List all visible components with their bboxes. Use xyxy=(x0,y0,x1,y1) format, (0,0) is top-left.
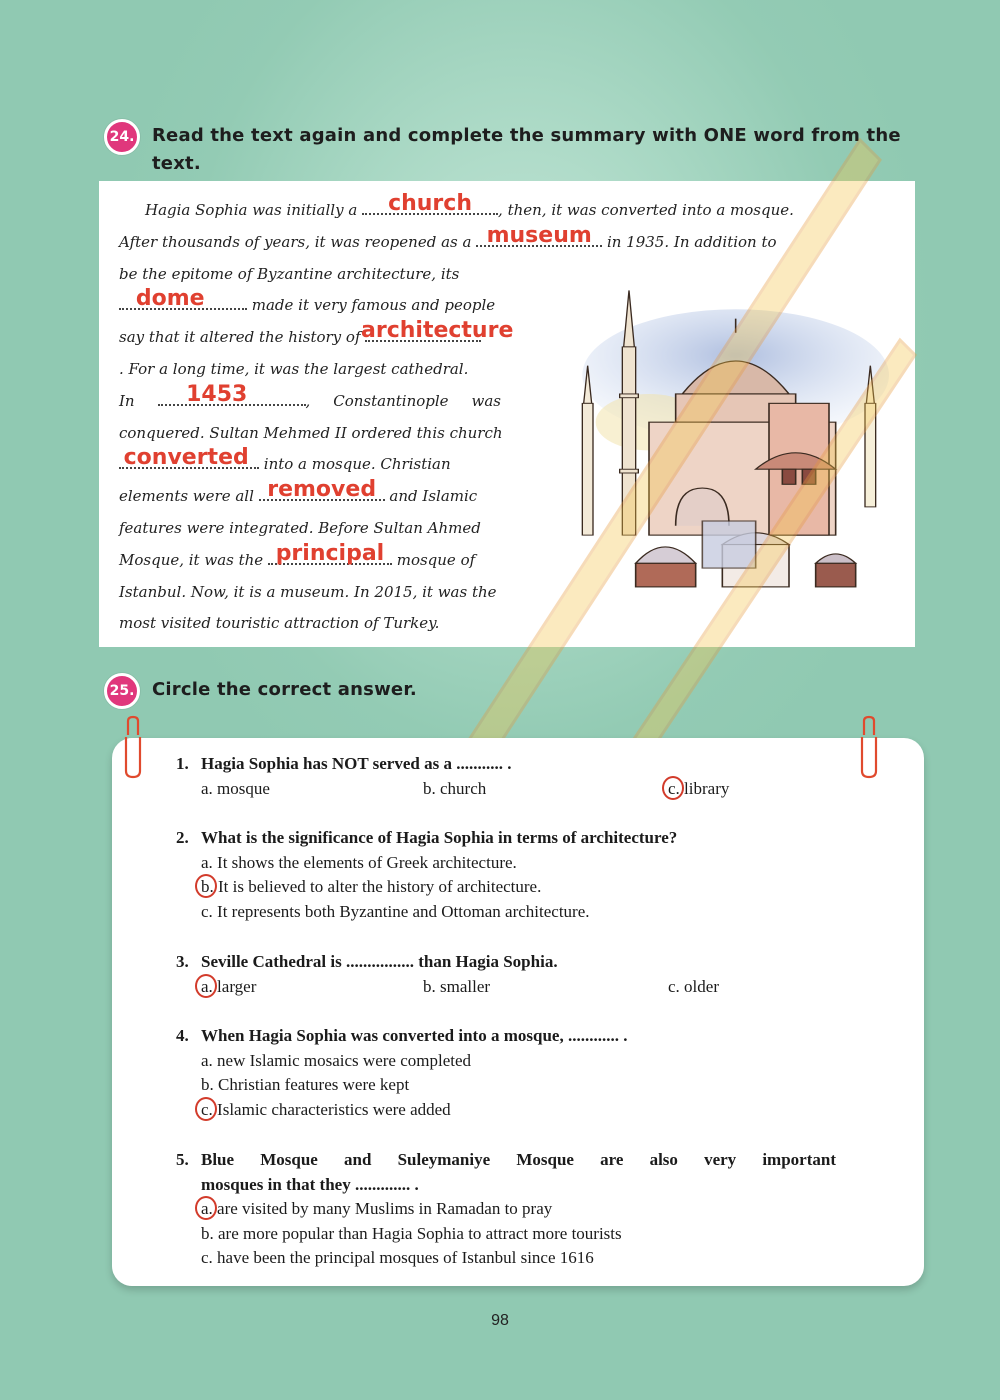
option-a[interactable]: a. larger xyxy=(201,975,423,1000)
option-c[interactable]: c. older xyxy=(668,976,719,996)
summary-line: elements were all removed and Islamic xyxy=(119,477,478,506)
question-stem: Seville Cathedral is ................ than Hagia Sophia. xyxy=(201,952,558,971)
paperclip-icon xyxy=(858,715,880,779)
option-b[interactable]: b. It is believed to alter the history of architecture. xyxy=(176,875,836,900)
answer-circle-mark xyxy=(195,1097,217,1121)
answer-circle-mark xyxy=(195,974,217,998)
filled-answer: removed xyxy=(267,477,377,503)
question-stem: Hagia Sophia has NOT served as a ........... . xyxy=(201,754,512,773)
filled-answer: dome xyxy=(135,286,205,312)
answer-circle-mark xyxy=(662,776,684,800)
answer-blank xyxy=(361,318,514,344)
exercise-number-badge xyxy=(104,673,140,709)
option-c[interactable]: c. have been the principal mosques of Istanbul since 1616 xyxy=(201,1248,594,1267)
answer-blank xyxy=(268,540,392,566)
question-stem: When Hagia Sophia was converted into a mosque, ............ . xyxy=(201,1026,628,1045)
exercise-number-badge xyxy=(104,119,140,155)
exercise-number: 25. xyxy=(109,683,135,699)
summary-line: Mosque, it was the principal mosque of xyxy=(119,540,476,569)
summary-line: Hagia Sophia was initially a church , then, it was converted into a mosque. xyxy=(145,191,794,219)
answer-blank xyxy=(362,191,498,216)
summary-line: dome made it very famous and people xyxy=(119,290,495,322)
option-b[interactable]: b. smaller xyxy=(423,976,491,996)
question-stem-continued: mosques in that they ............. . xyxy=(201,1174,419,1194)
summary-line: most visited touristic attraction of Turkey. xyxy=(119,614,440,633)
paperclip-icon xyxy=(122,715,144,779)
question-stem: What is the significance of Hagia Sophia in terms of architecture? xyxy=(201,828,678,847)
summary-line: features were integrated. Before Sultan Ahmed xyxy=(119,519,481,537)
filled-answer: architecture xyxy=(361,318,514,344)
summary-line: After thousands of years, it was reopened as a museum in 1935. In addition to xyxy=(119,222,777,251)
answer-blank xyxy=(119,445,259,471)
filled-answer: museum xyxy=(486,222,592,248)
answer-circle-mark xyxy=(195,1196,217,1220)
summary-line: . For a long time, it was the largest cathedral. xyxy=(119,360,469,378)
summary-line: converted into a mosque. Christian xyxy=(119,449,451,481)
exercise-number: 24. xyxy=(109,129,135,145)
answer-blank xyxy=(119,286,247,312)
filled-answer: 1453 xyxy=(186,381,248,407)
summary-line: say that it altered the history of architecture xyxy=(119,318,514,347)
option-a[interactable]: a. mosque xyxy=(201,778,270,798)
answer-blank xyxy=(158,381,306,407)
filled-answer: principal xyxy=(275,540,385,566)
question-1: 1. Hagia Sophia has NOT served as a ........... . a. mosque b. church c. library xyxy=(176,752,836,801)
summary-line: Istanbul. Now, it is a museum. In 2015, it was the xyxy=(119,582,497,601)
summary-line: In 1453 , Constantinople was xyxy=(119,381,501,410)
filled-answer: church xyxy=(388,191,472,216)
option-b[interactable]: b. are more popular than Hagia Sophia to attract more tourists xyxy=(201,1223,622,1243)
summary-line: be the epitome of Byzantine architecture, its xyxy=(119,264,460,283)
option-c[interactable]: c. Islamic characteristics were added xyxy=(176,1098,836,1123)
page-number: 98 xyxy=(491,1312,509,1329)
question-2: 2. What is the significance of Hagia Sophia in terms of architecture? a. It shows the elements of Greek architecture. b. It is believed to alter the history of architecture. c. It represents both Byzantine and Ottoman architecture. xyxy=(176,826,836,924)
option-c[interactable]: c. It represents both Byzantine and Ottoman architecture. xyxy=(201,901,590,921)
option-a[interactable]: a. are visited by many Muslims in Ramadan to pray xyxy=(176,1197,836,1222)
question-3: 3. Seville Cathedral is ................ than Hagia Sophia. a. larger b. smaller c. older xyxy=(176,950,836,999)
question-5: 5. Blue Mosque and Suleymaniye Mosque are also very important mosques in that they ............. . a. are visited by many Muslims in Ramadan to pray b. are more popular than Hagia Sophia to attract more tourists c. have been the principal mosques of Istanbul since 1616 xyxy=(176,1148,836,1271)
filled-answer: converted xyxy=(123,445,249,471)
summary-line: conquered. Sultan Mehmed II ordered this church xyxy=(119,423,503,442)
option-a[interactable]: a. It shows the elements of Greek architecture. xyxy=(201,852,517,872)
hagia-sophia-illustration xyxy=(569,281,889,601)
answer-blank xyxy=(476,222,602,248)
answer-circle-mark xyxy=(195,874,217,898)
exercise-instruction: Circle the correct answer. xyxy=(152,679,417,700)
question-stem: Blue Mosque and Suleymaniye Mosque are also very important xyxy=(201,1150,836,1169)
option-b[interactable]: b. church xyxy=(423,778,487,798)
option-c[interactable]: c. library xyxy=(668,777,729,802)
exercise-instruction: Read the text again and complete the summary with ONE word from the text. xyxy=(152,125,901,174)
option-b[interactable]: b. Christian features were kept xyxy=(201,1075,410,1094)
answer-blank xyxy=(259,477,385,503)
option-a[interactable]: a. new Islamic mosaics were completed xyxy=(201,1050,472,1070)
summary-passage-box xyxy=(99,181,915,647)
question-4: 4. When Hagia Sophia was converted into a mosque, ............ . a. new Islamic mosaics were completed b. Christian features were kept c. Islamic characteristics were added xyxy=(176,1024,836,1122)
